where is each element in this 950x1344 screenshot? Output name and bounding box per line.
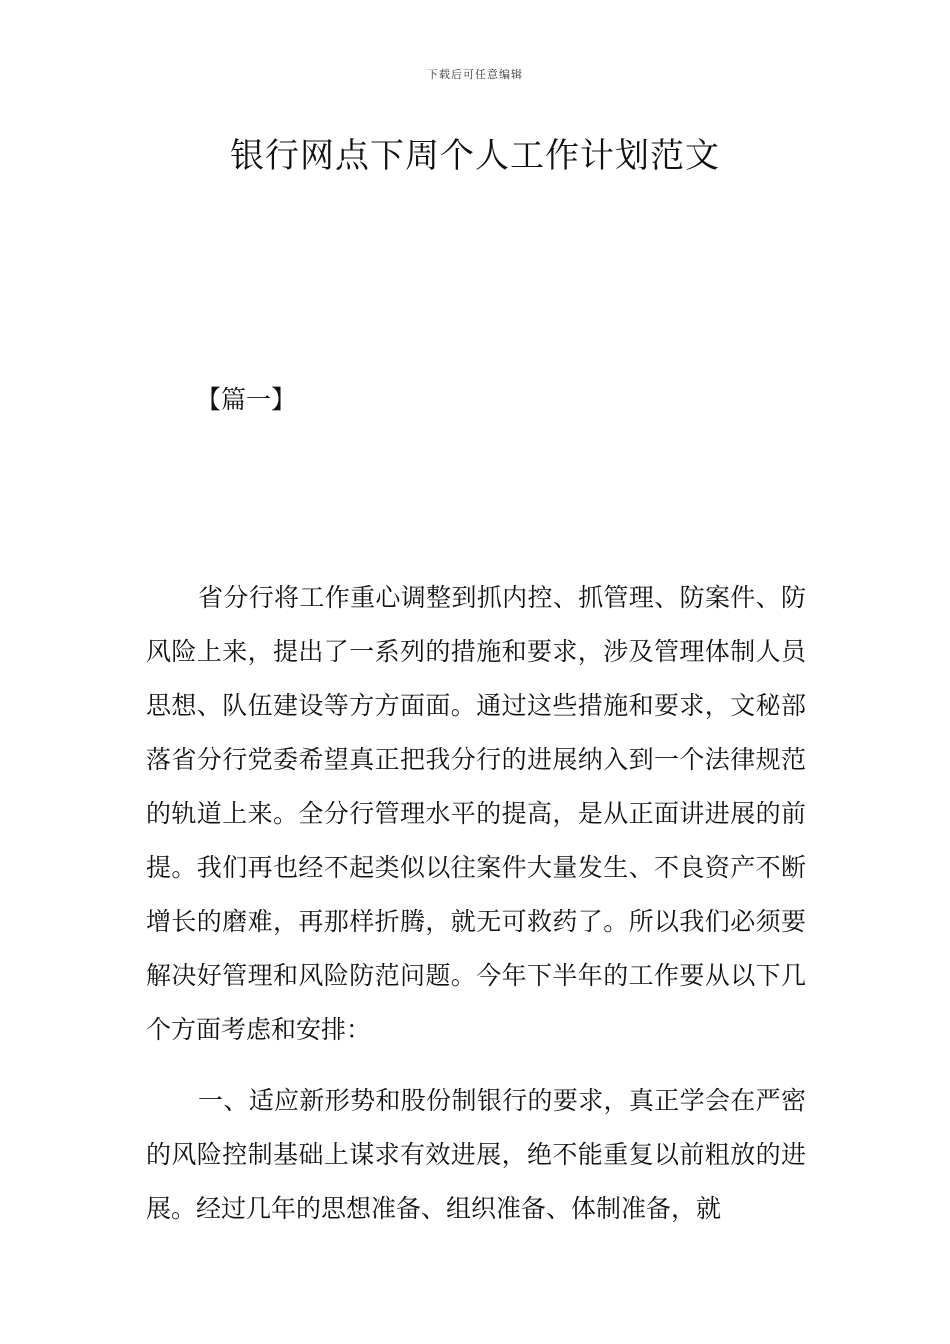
body-paragraph: 一、适应新形势和股份制银行的要求，真正学会在严密的风险控制基础上谋求有效进展，绝不能重复以前粗放的进展。经过几年的思想准备、组织准备、体制准备，就 (146, 1086, 806, 1223)
section-label: 【篇一】 (196, 385, 297, 414)
header-note: 下载后可任意编辑 (427, 68, 523, 81)
body-paragraph: 省分行将工作重心调整到抓内控、抓管理、防案件、防风险上来，提出了一系列的措施和要求，涉及管理体制人员思想、队伍建设等方方面面。通过这些措施和要求，文秘部落省分行党委希望真正把我分行的进展纳入到一个法律规范的轨道上来。全分行管理水平的提高，是从正面讲进展的前提。我们再也经不起类似以往案件大量发生、不良资产不断增长的磨难，再那样折腾，就无可救药了。所以我们必须要解决好管理和风险防范问题。今年下半年的工作要从以下几个方面考虑和安排： (146, 583, 806, 1044)
document-title: 银行网点下周个人工作计划范文 (230, 136, 720, 176)
